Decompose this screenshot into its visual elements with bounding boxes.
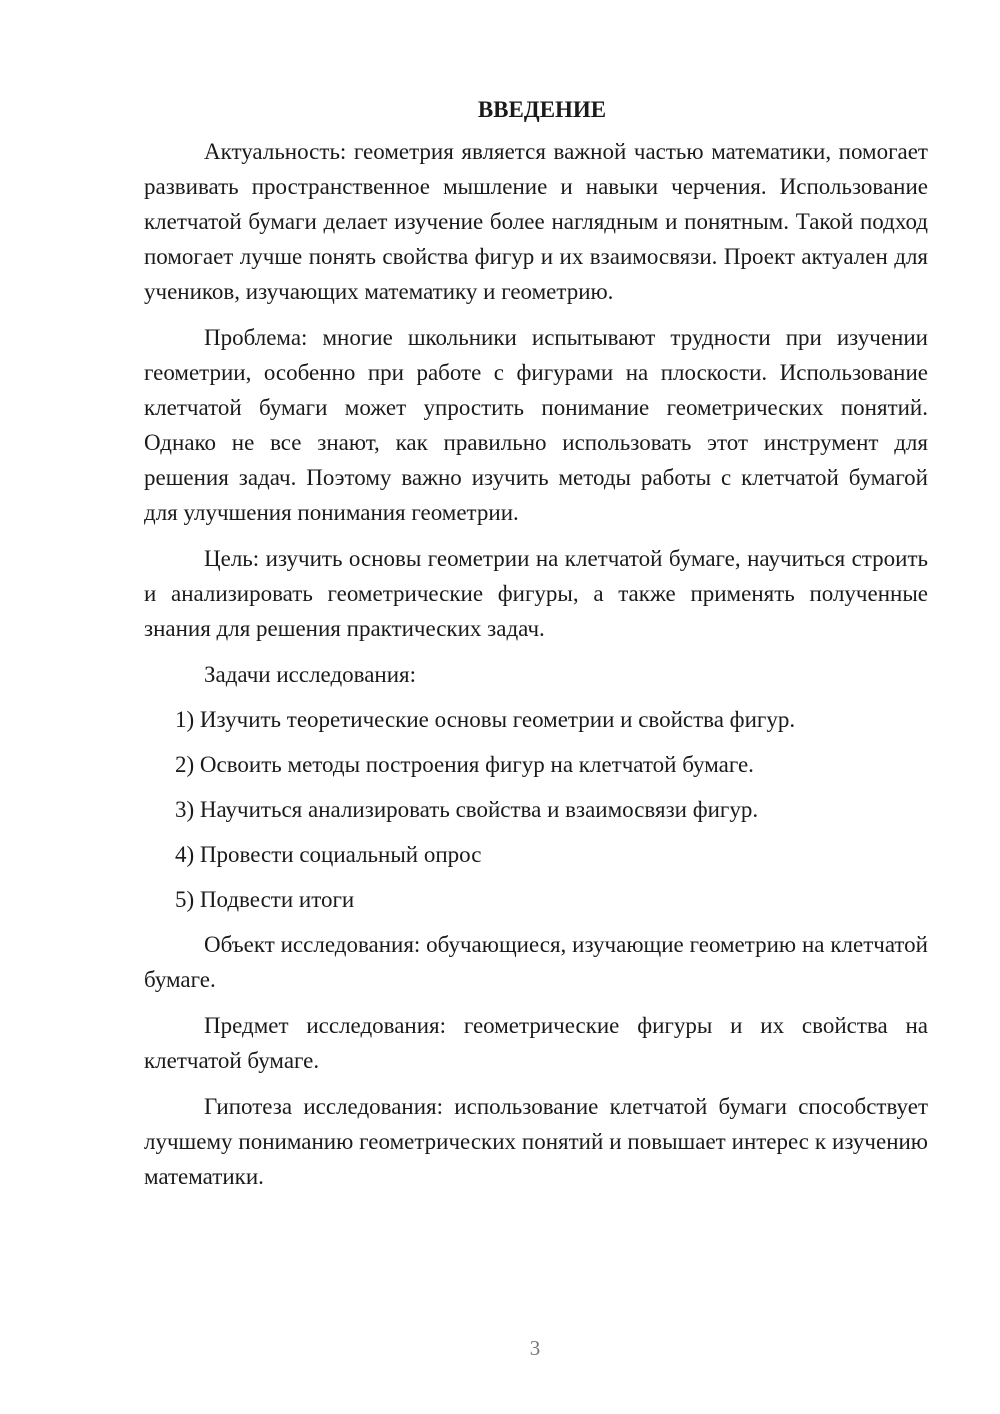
paragraph-hypothesis: Гипотеза исследования: использование клетчатой бумаги способствует лучшему пониманию геометрических понятий и повышает интерес к изучению математики. [144,1094,928,1189]
paragraph-problem: Проблема: многие школьники испытывают трудности при изучении геометрии, особенно при работе с фигурами на плоскости. Использование клетчатой бумаги может упростить понимание геометрических понятий. Однако не все знают, как правильно использовать этот инструмент для решения задач. Поэтому важно изучить методы работы с клетчатой бумагой для улучшения понимания геометрии. [144,325,928,525]
paragraph-subject: Предмет исследования: геометрические фигуры и их свойства на клетчатой бумаге. [144,1013,928,1073]
task-item-2: 2) Освоить методы построения фигур на клетчатой бумаге. [175,752,754,777]
document-page [144,92,928,1205]
page-title: ВВЕДЕНИЕ [477,97,607,122]
tasks-title: Задачи исследования: [204,662,417,687]
task-item-3: 3) Научиться анализировать свойства и взаимосвязи фигур. [175,797,759,822]
task-item-5: 5) Подвести итоги [175,887,355,912]
task-item-4: 4) Провести социальный опрос [175,842,482,867]
task-item-1: 1) Изучить теоретические основы геометрии и свойства фигур. [175,707,796,732]
page-number: 3 [529,1336,541,1360]
paragraph-object: Объект исследования: обучающиеся, изучающие геометрию на клетчатой бумаге. [144,932,928,992]
paragraph-relevance: Актуальность: геометрия является важной частью математики, помогает развивать пространственное мышление и навыки черчения. Использование клетчатой бумаги делает изучение более наглядным и понятным. Такой подход помогает лучше понять свойства фигур и их взаимосвязи. Проект актуален для учеников, изучающих математику и геометрию. [144,139,928,304]
paragraph-goal: Цель: изучить основы геометрии на клетчатой бумаге, научиться строить и анализировать геометрические фигуры, а также применять полученные знания для решения практических задач. [144,546,928,641]
